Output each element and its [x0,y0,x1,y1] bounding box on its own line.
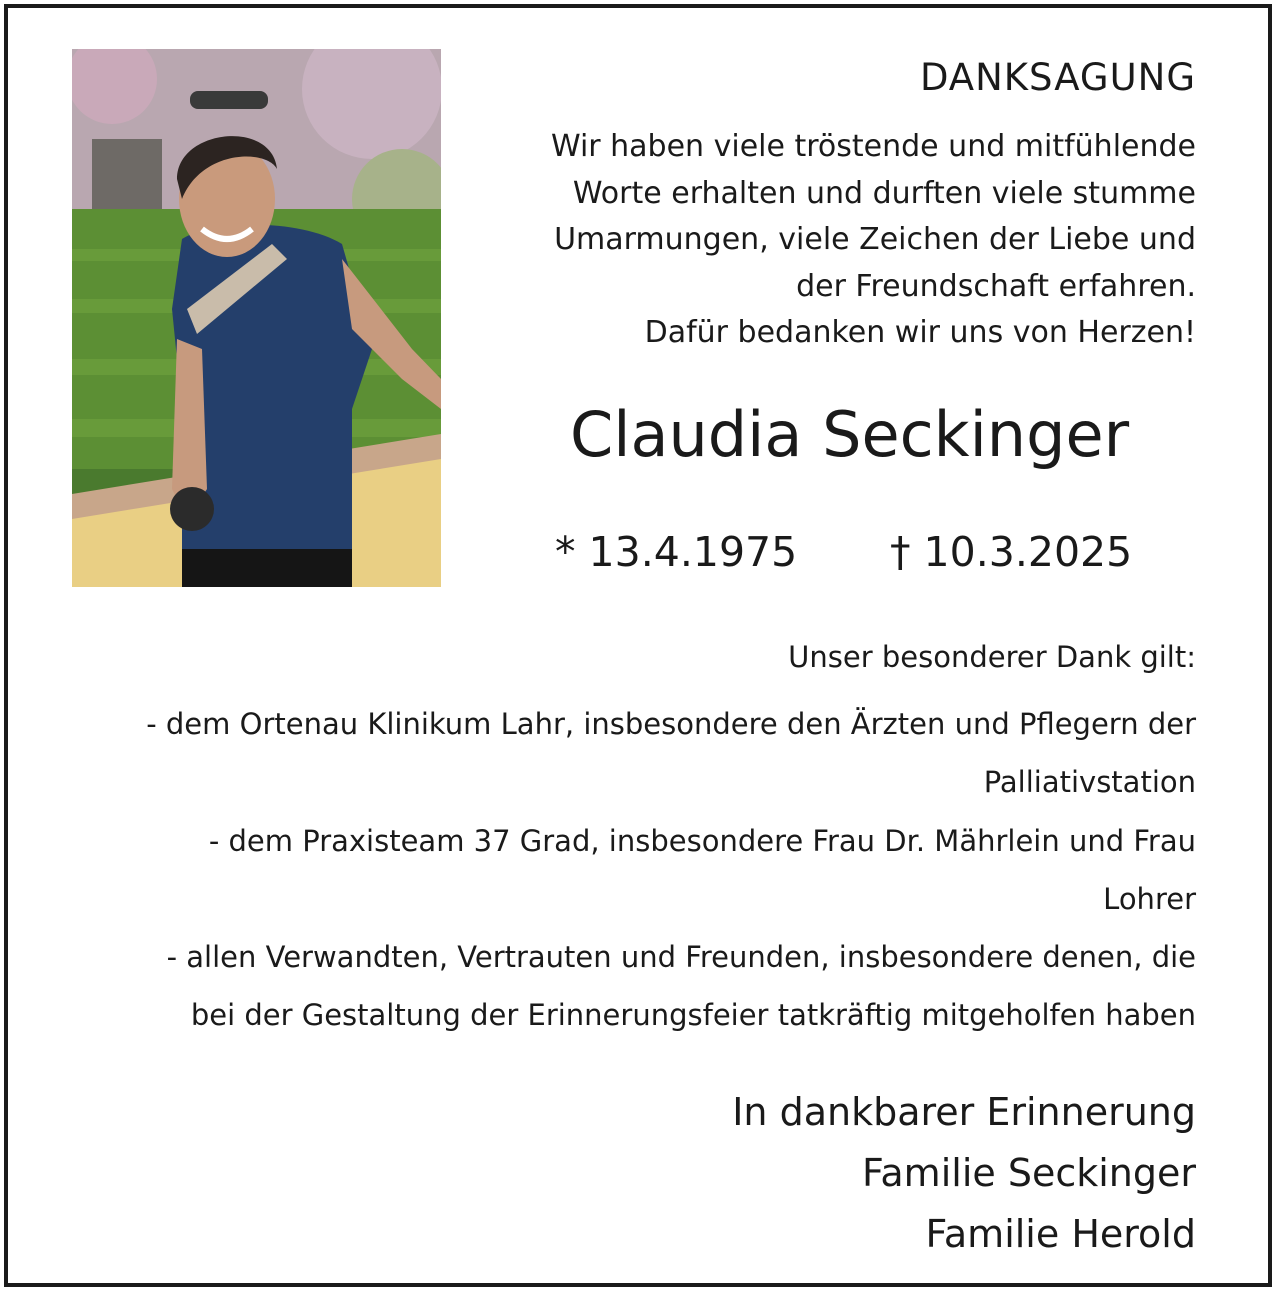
signature-line: Familie Seckinger [862,1151,1196,1195]
thanks-line: - allen Verwandten, Vertrauten und Freunden, insbesondere denen, die [166,940,1196,975]
thanks-line: - dem Praxisteam 37 Grad, insbesondere Frau Dr. Mährlein und Frau [208,823,1196,858]
intro-line: Umarmungen, viele Zeichen der Liebe und [554,222,1196,257]
portrait-illustration [72,49,441,587]
thanks-line: Palliativstation [983,765,1196,800]
birth-date: * 13.4.1975 [555,528,798,576]
heading-danksagung: DANKSAGUNG [919,56,1196,99]
thanks-heading: Unser besonderer Dank gilt: [788,640,1196,674]
thanks-line: bei der Gestaltung der Erinnerungsfeier tatkräftig mitgeholfen haben [190,998,1196,1033]
deceased-name: Claudia Seckinger [570,398,1130,471]
death-date: † 10.3.2025 [890,528,1133,576]
thanks-line: Lohrer [1103,881,1196,916]
signature-line: In dankbarer Erinnerung [732,1090,1196,1134]
portrait-photo [72,49,441,587]
signature-block [496,1082,1196,1265]
intro-text [476,124,1196,357]
signature-line: Familie Herold [925,1212,1196,1256]
intro-line: der Freundschaft erfahren. [796,268,1196,304]
intro-line: Dafür bedanken wir uns von Herzen! [644,315,1196,350]
intro-line: Wir haben viele tröstende und mitfühlende [550,129,1196,164]
thanks-line: - dem Ortenau Klinikum Lahr, insbesondere den Ärzten und Pflegern der [146,707,1196,741]
intro-line: Worte erhalten und durften viele stumme [572,175,1196,211]
thanks-list [86,695,1196,1045]
